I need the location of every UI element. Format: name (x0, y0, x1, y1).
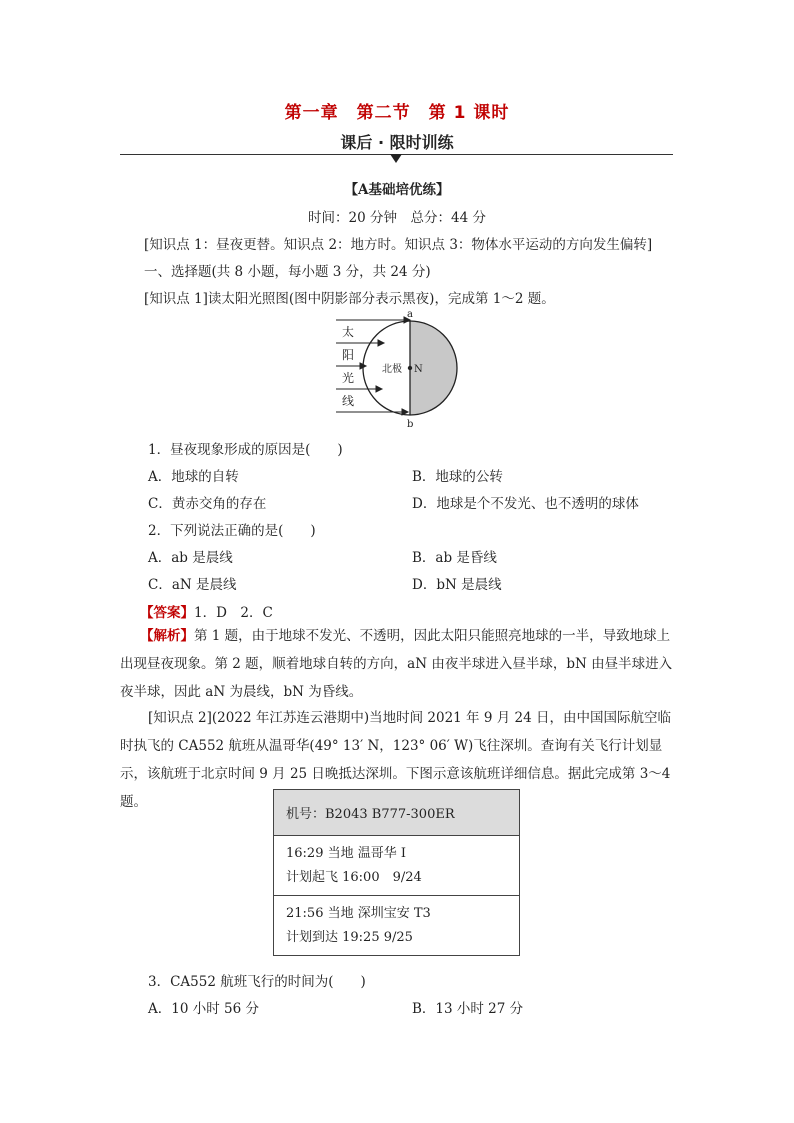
north-pole-label: 北极 (382, 364, 402, 375)
question-2-option-a: A．ab 是晨线 (148, 550, 233, 566)
flight-arrival (274, 902, 519, 950)
point-b-label: b (407, 419, 414, 430)
departure-actual: 16:29 当地 温哥华 I (286, 846, 406, 861)
flight-info-box (273, 789, 520, 956)
sunlight-diagram (330, 306, 470, 430)
question-1-option-a: A．地球的自转 (148, 469, 239, 485)
sun-label-char: 光 (342, 371, 355, 385)
page-subtitle: 课后 · 限时训练 (340, 133, 454, 152)
question-3-option-b: B．13 小时 27 分 (412, 1001, 524, 1017)
analysis-text: 第 1 题，由于地球不发光、不透明，因此太阳只能照亮地球的一半，导致地球上出现昼夜现象。第 2 题，顺着地球自转的方向，aN 由夜半球进入昼半球，bN 由昼半球进入夜半球，因此 aN 为晨线，bN 为昏线。 (120, 628, 673, 700)
point-a-label: a (407, 309, 413, 320)
arrival-planned: 计划到达 19:25 9/25 (286, 930, 413, 945)
knowledge-points: [知识点 1：昼夜更替。知识点 2：地方时。知识点 3：物体水平运动的方向发生偏转] (144, 237, 653, 253)
question-3-4-intro: [知识点 2](2022 年江苏连云港期中)当地时间 2021 年 9 月 24 日，由中国国际航空临时执飞的 CA552 航班从温哥华(49° 13′ N，123° 06′ W)飞往深圳。查询有关飞行计划显示，该航班于北京时间 9 月 25 日晚抵达深圳。下图示意该航班详细信息。据此完成第 3～4 题。 (120, 710, 671, 810)
question-2-option-c: C．aN 是晨线 (148, 577, 237, 593)
question-2-stem: 2．下列说法正确的是( ) (148, 523, 316, 539)
part-heading: 一、选择题(共 8 小题，每小题 3 分，共 24 分) (144, 264, 431, 280)
point-n-label: N (414, 364, 423, 375)
section-title: 【A基础培优练】 (344, 182, 450, 198)
question-1-stem: 1．昼夜现象形成的原因是( ) (148, 442, 343, 458)
divider-triangle-icon (390, 154, 402, 163)
question-2-option-b: B．ab 是昏线 (412, 550, 497, 566)
question-3-stem: 3．CA552 航班飞行的时间为( ) (148, 974, 366, 990)
flight-aircraft: 机号：B2043 B777-300ER (274, 790, 519, 836)
answer-line (140, 601, 273, 621)
flight-departure (274, 842, 519, 896)
question-1-option-b: B．地球的公转 (412, 469, 503, 485)
answer-tag: 【答案】 (140, 605, 194, 621)
sun-label-char: 阳 (342, 348, 355, 362)
sun-label-char: 线 (342, 394, 355, 408)
time-info: 时间：20 分钟 总分：44 分 (308, 210, 486, 226)
analysis-paragraph (120, 622, 676, 706)
question-3-option-a: A．10 小时 56 分 (148, 1001, 259, 1017)
chapter-title: 第一章 第二节 第 1 课时 (284, 103, 510, 123)
arrival-actual: 21:56 当地 深圳宝安 T3 (286, 906, 431, 921)
analysis-tag: 【解析】 (140, 628, 194, 644)
answer-text: 1．D 2．C (194, 605, 273, 621)
question-1-2-intro: [知识点 1]读太阳光照图(图中阴影部分表示黑夜)，完成第 1～2 题。 (144, 291, 555, 307)
north-pole-dot (408, 366, 412, 370)
question-2-option-d: D．bN 是晨线 (412, 577, 502, 593)
question-1-option-d: D．地球是个不发光、也不透明的球体 (412, 496, 639, 512)
question-1-option-c: C．黄赤交角的存在 (148, 496, 267, 512)
sun-label-char: 太 (342, 325, 355, 339)
departure-planned: 计划起飞 16:00 9/24 (286, 870, 422, 885)
